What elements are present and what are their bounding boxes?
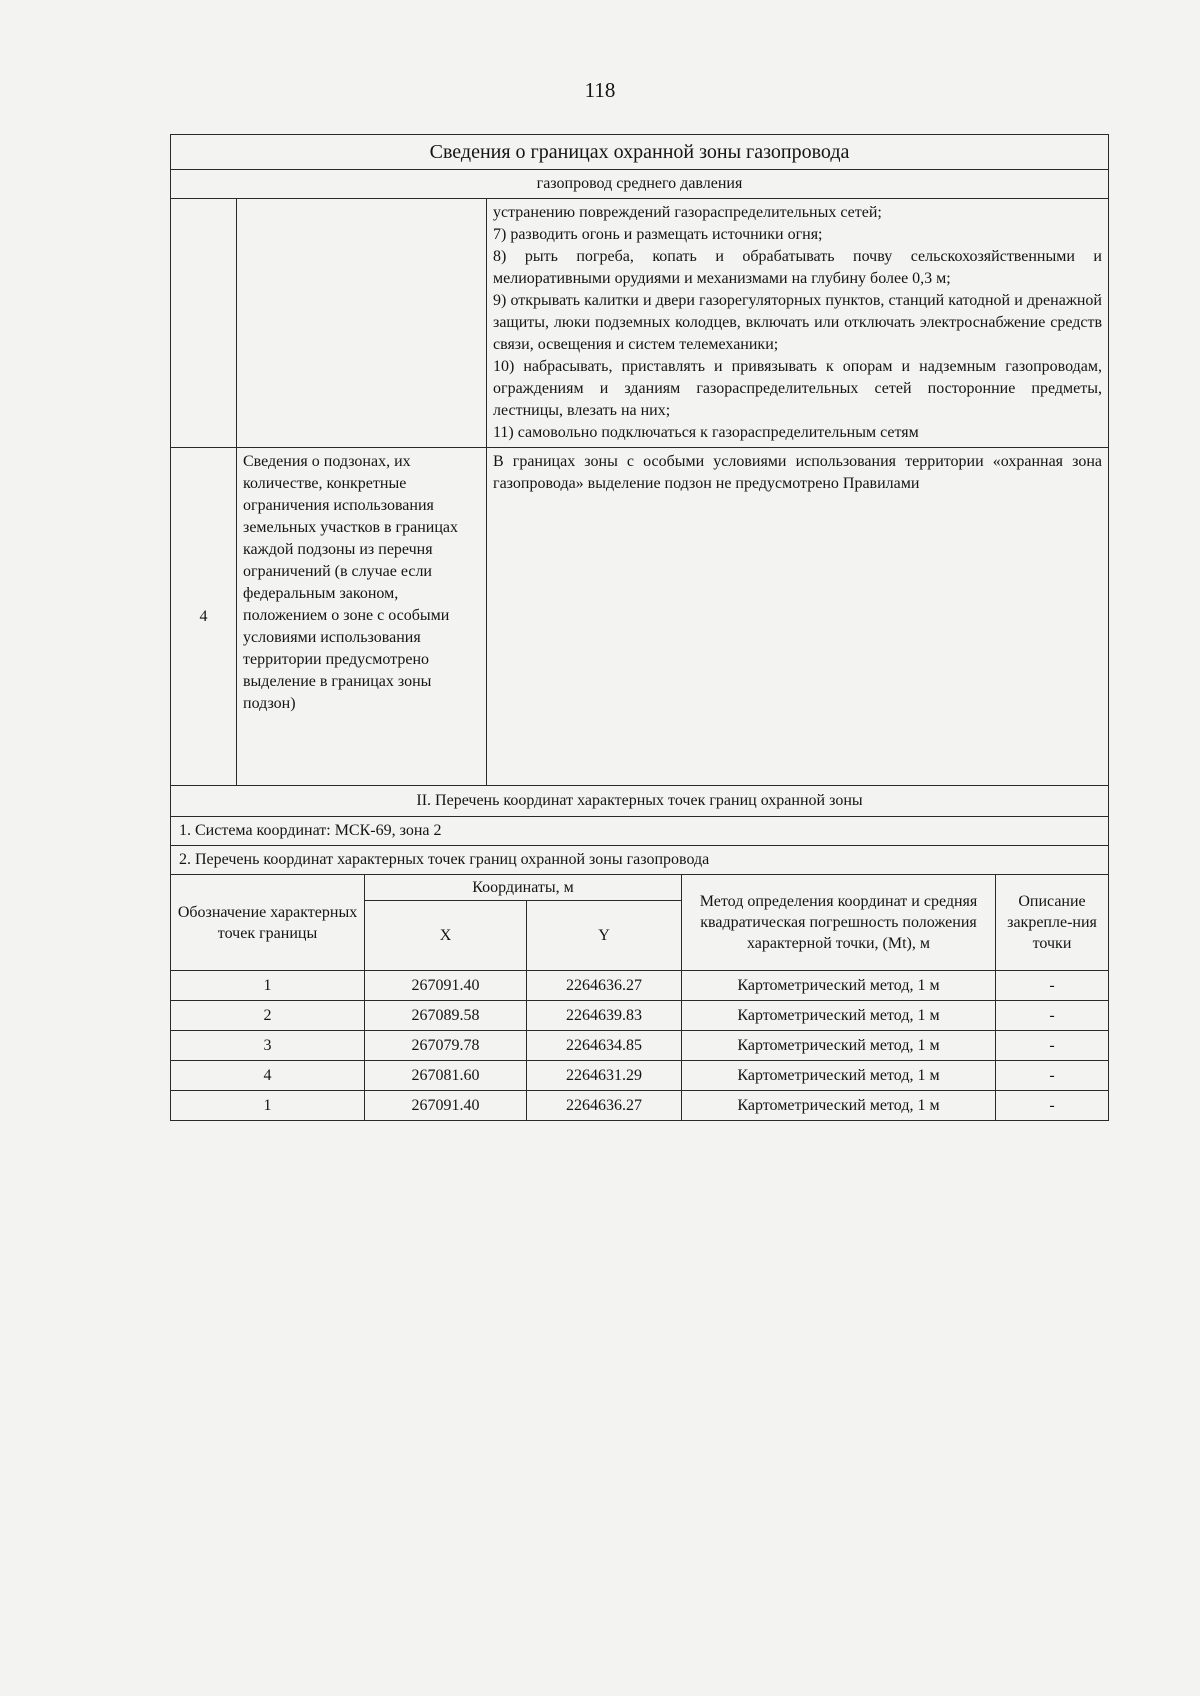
restriction-line: 10) набрасывать, приставлять и привязывать к опорам и надземным газопроводам, ограждениям и зданиям газораспределительных сетей посторонние предметы, лестницы, влезать на них; [493, 358, 1102, 419]
cell-x: 267089.58 [365, 1001, 527, 1031]
cell-description: - [996, 1061, 1109, 1091]
table-title: Сведения о границах охранной зоны газопровода [171, 135, 1109, 170]
cell-method: Картометрический метод, 1 м [682, 1031, 996, 1061]
table-row [171, 1031, 1109, 1061]
cell-description: - [996, 1031, 1109, 1061]
cell-point: 3 [171, 1031, 365, 1061]
restriction-line: 9) открывать калитки и двери газорегуляторных пунктов, станций катодной и дренажной защиты, люки подземных колодцев, включать или отключать электроснабжение средств связи, освещения и систем телемеханики; [493, 292, 1102, 353]
restrictions-list [487, 199, 1109, 448]
header-coordinates: Координаты, м [365, 875, 682, 901]
row-label: Сведения о подзонах, их количестве, конкретные ограничения использования земельных участков в границах каждой подзоны из перечня ограничений (в случае если федеральным законом, положением о зоне с особыми условиями использования территории предусмотрено выделение в границах зоны подзон) [237, 448, 487, 786]
coordinates-list-title: 2. Перечень координат характерных точек границ охранной зоны газопровода [171, 846, 1109, 875]
zone-info-table [170, 134, 1109, 875]
cell-x: 267079.78 [365, 1031, 527, 1061]
row-number: 4 [171, 448, 237, 786]
header-y: Y [527, 901, 682, 971]
cell-method: Картометрический метод, 1 м [682, 1001, 996, 1031]
table-row [171, 1001, 1109, 1031]
header-method [682, 875, 996, 971]
row-value: В границах зоны с особыми условиями использования территории «охранная зона газопровода» выделение подзон не предусмотрено Правилами [487, 448, 1109, 786]
cell-y: 2264639.83 [527, 1001, 682, 1031]
table-row [171, 971, 1109, 1001]
cell-point: 2 [171, 1001, 365, 1031]
table-row-4 [171, 448, 1109, 786]
coordinates-table [170, 874, 1109, 1121]
coordinate-system: 1. Система координат: МСК-69, зона 2 [171, 817, 1109, 846]
header-method-text: Метод определения координат и средняя квадратическая погрешность положения характерной точки, (Mt), м [699, 893, 978, 952]
cell-y: 2264636.27 [527, 1091, 682, 1121]
header-description: Описание закрепле-ния точки [996, 875, 1109, 971]
restriction-line: устранению повреждений газораспределительных сетей; [493, 204, 882, 221]
cell-y: 2264631.29 [527, 1061, 682, 1091]
table-row [171, 1091, 1109, 1121]
cell-point: 4 [171, 1061, 365, 1091]
cell-method: Картометрический метод, 1 м [682, 971, 996, 1001]
cell-method: Картометрический метод, 1 м [682, 1061, 996, 1091]
cell-description: - [996, 1091, 1109, 1121]
table-subtitle: газопровод среднего давления [171, 170, 1109, 199]
restriction-line: 8) рыть погреба, копать и обрабатывать почву сельскохозяйственными и мелиоративными орудиями и механизмами на глубину более 0,3 м; [493, 248, 1102, 287]
header-point: Обозначение характерных точек границы [171, 875, 365, 971]
cell-x: 267081.60 [365, 1061, 527, 1091]
cell-method: Картометрический метод, 1 м [682, 1091, 996, 1121]
cell-point: 1 [171, 971, 365, 1001]
row-number-empty [171, 199, 237, 448]
cell-x: 267091.40 [365, 971, 527, 1001]
restriction-line: 7) разводить огонь и размещать источники огня; [493, 226, 823, 243]
cell-point: 1 [171, 1091, 365, 1121]
document-sheet [170, 134, 1109, 1121]
header-x: X [365, 901, 527, 971]
cell-y: 2264634.85 [527, 1031, 682, 1061]
section-ii-title: II. Перечень координат характерных точек границ охранной зоны [171, 786, 1109, 817]
table-row [171, 1061, 1109, 1091]
table-row-continued [171, 199, 1109, 448]
page-number: 118 [584, 78, 616, 102]
restriction-line: 11) самовольно подключаться к газораспределительным сетям [493, 424, 919, 441]
row-label-empty [237, 199, 487, 448]
cell-x: 267091.40 [365, 1091, 527, 1121]
cell-y: 2264636.27 [527, 971, 682, 1001]
cell-description: - [996, 1001, 1109, 1031]
cell-description: - [996, 971, 1109, 1001]
